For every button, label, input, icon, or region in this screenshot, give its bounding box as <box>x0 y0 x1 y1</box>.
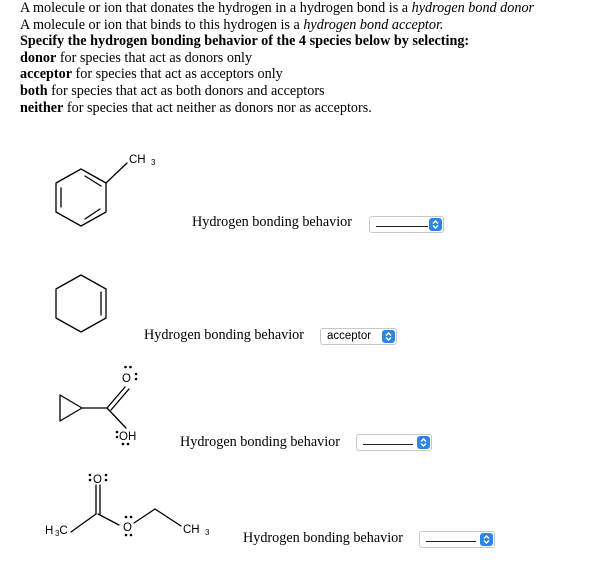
hb-label-species-1: Hydrogen bonding behavior <box>192 214 352 230</box>
empty-selection <box>363 444 413 445</box>
chevron-up-down-icon <box>382 330 395 343</box>
hydroxyl-group-label: OH <box>119 431 137 443</box>
ch3-group-label: CH <box>183 524 200 536</box>
ch3-group-label: CH <box>129 154 146 166</box>
cyclohexene-structure <box>56 275 106 332</box>
option-neither: neither for species that act neither as donors nor as acceptors. <box>20 99 372 116</box>
option-both: both for species that act as both donors and acceptors <box>20 82 325 99</box>
hb-select-species-1[interactable] <box>369 216 444 233</box>
chevron-up-down-icon <box>480 533 493 546</box>
hb-select-species-3[interactable] <box>356 434 432 451</box>
definition-donor: A molecule or ion that donates the hydrogen in a hydrogen bond is a hydrogen bond donor <box>20 0 535 16</box>
empty-selection <box>376 226 428 227</box>
cyclopropanecarboxylic-acid-structure <box>60 387 129 428</box>
hb-select-species-2[interactable] <box>320 328 397 345</box>
option-donor: donor for species that act as donors only <box>20 49 253 66</box>
toluene-structure <box>56 163 127 226</box>
oxygen-carbonyl-label: O <box>93 474 102 486</box>
selected-value: acceptor <box>327 330 372 342</box>
chevron-up-down-icon <box>417 436 430 449</box>
oxygen-ester-label: O <box>123 522 132 534</box>
empty-selection <box>426 541 476 542</box>
hb-select-species-4[interactable] <box>419 531 495 548</box>
option-acceptor: acceptor for species that act as acceptors only <box>20 66 283 83</box>
instruction-heading: Specify the hydrogen bonding behavior of the 4 species below by selecting: <box>20 33 470 50</box>
chevron-up-down-icon <box>429 218 442 231</box>
hb-label-species-3: Hydrogen bonding behavior <box>180 434 340 450</box>
hb-label-species-2: Hydrogen bonding behavior <box>144 327 304 343</box>
oxygen-carbonyl-label: O <box>122 373 131 385</box>
hb-label-species-4: Hydrogen bonding behavior <box>243 530 403 546</box>
definition-acceptor: A molecule or ion that binds to this hydrogen is a hydrogen bond acceptor. <box>20 16 444 33</box>
svg-text:3: 3 <box>151 158 156 167</box>
svg-text:3: 3 <box>205 528 210 537</box>
h3c-group-label: H C <box>45 525 68 537</box>
svg-text:3: 3 <box>55 529 60 538</box>
